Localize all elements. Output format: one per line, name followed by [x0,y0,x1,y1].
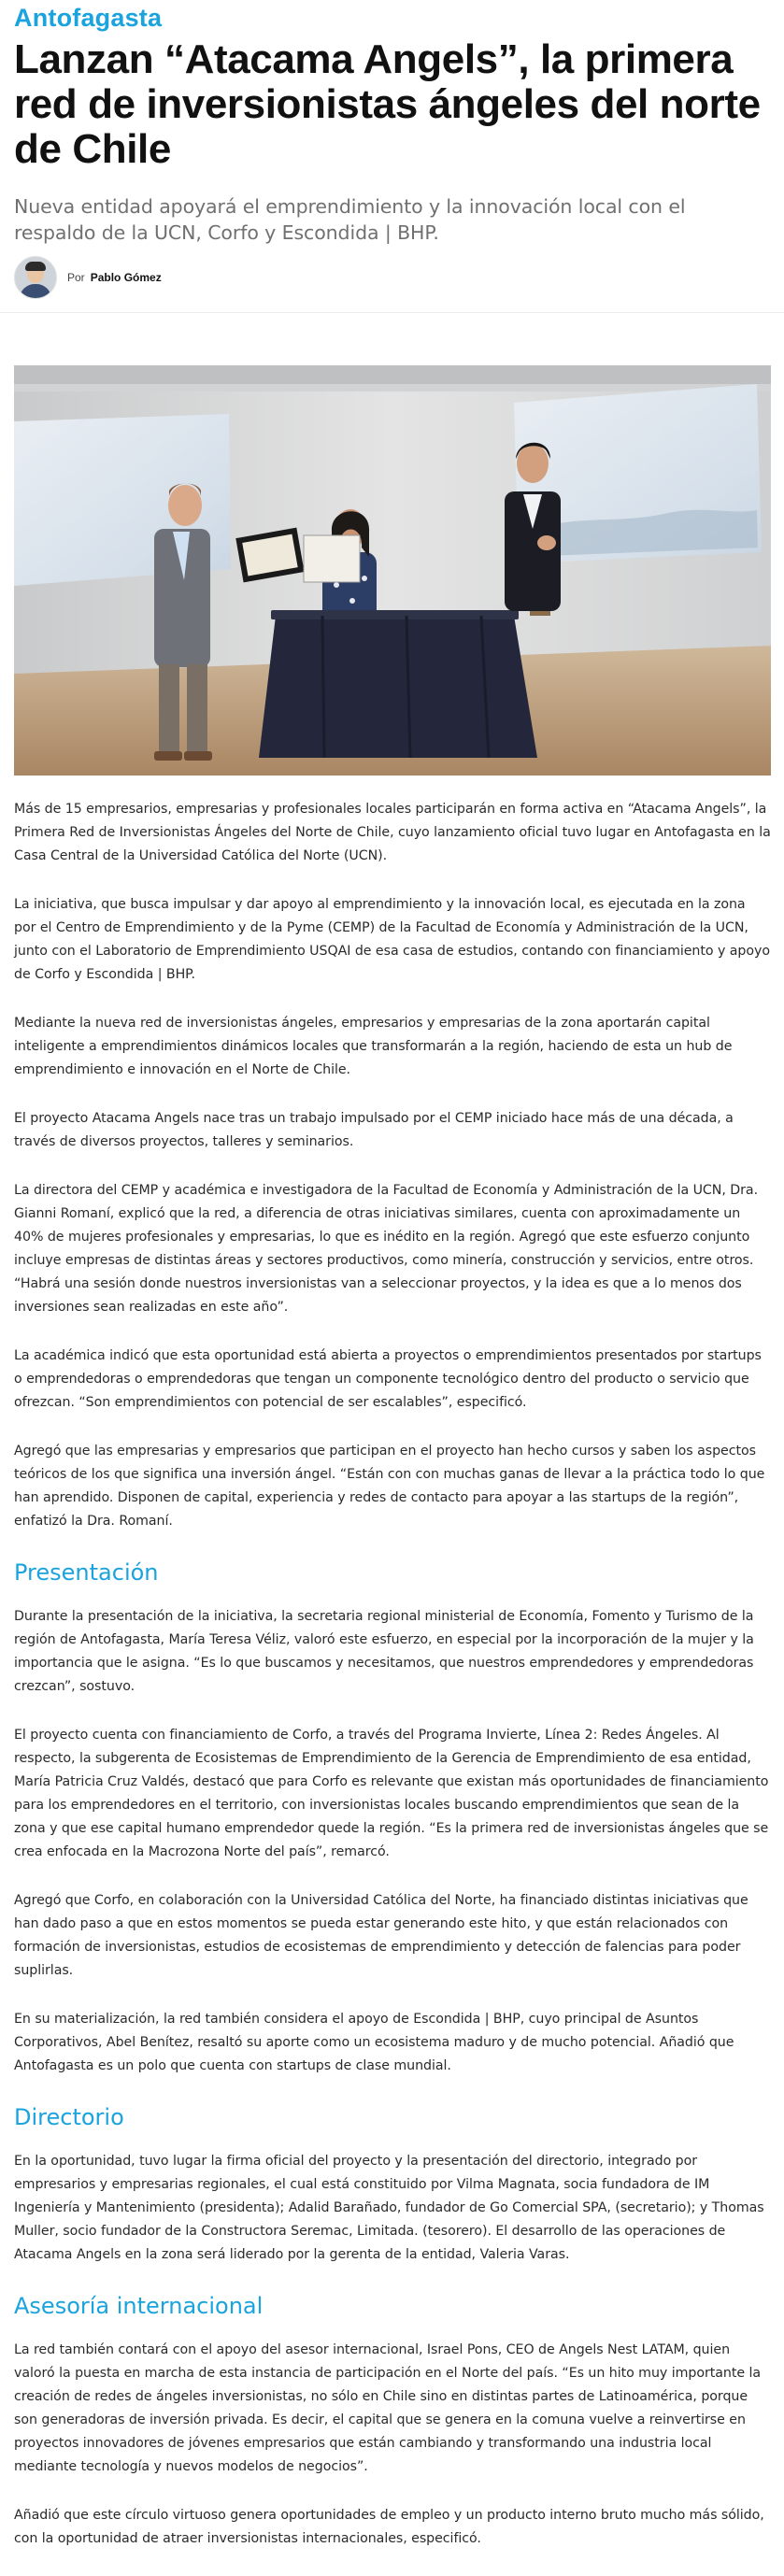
article-paragraph: La académica indicó que esta oportunidad está abierta a proyectos o emprendimientos presentados por startups o emprendedoras o emprendedoras que tengan un componente tecnológico dentro del producto o servicio que ofrezcan. “Son emprendimientos con potencial de ser escalables”, especificó. [14,1348,762,1410]
article-paragraph: El proyecto Atacama Angels nace tras un trabajo impulsado por el CEMP iniciado hace más de una década, a través de diversos proyectos, talleres y seminarios. [14,1111,734,1149]
article-main-photo [14,365,771,776]
author-avatar[interactable] [14,256,57,299]
article-body [14,798,771,2576]
article-paragraph: Durante la presentación de la iniciativa, la secretaria regional ministerial de Economía, Fomento y Turismo de la región de Antofagasta, María Teresa Véliz, valoró este esfuerzo, en especial por la incorporación de la mujer y la importancia que le asigna. “Es lo que buscamos y necesitamos, que nuestros emprendedores y emprendedoras crezcan”, sostuvo. [14,1609,754,1694]
byline [14,256,162,299]
article-subtitle: Nueva entidad apoyará el emprendimiento y la innovación local con el respaldo de la UCN, Corfo y Escondida | BHP. [14,195,686,244]
article-paragraph: En la oportunidad, tuvo lugar la firma oficial del proyecto y la presentación del directorio, integrado por empresarios y empresarias regionales, el cual está constituido por Vilma Magnata, socia fundadora de IM Ingeniería y Mantenimiento (presidenta); Adalid Barañado, fundador de Go Comercial SPA, (secretario); y Thomas Muller, socio fundador de la Constructora Seremac, Limitada. (tesorero). El desarrollo de las operaciones de Atacama Angels en la zona será liderado por la gerenta de la entidad, Valeria Varas. [14,2154,764,2262]
article-paragraph: Mediante la nueva red de inversionistas ángeles, empresarios y empresarias de la zona aportarán capital inteligente a emprendimientos dinámicos locales que transformarán a la región, haciendo de esta un hub de emprendimiento e innovación en el Norte de Chile. [14,1016,733,1077]
section-heading-asesoria: Asesoría internacional [14,2293,264,2319]
article-paragraph: Más de 15 empresarios, empresarias y profesionales locales participarán en forma activa en “Atacama Angels”, la Primera Red de Inversionistas Ángeles del Norte de Chile, cuyo lanzamiento oficial tuvo lugar en Antofagasta en la Casa Central de la Universidad Católica del Norte (UCN). [14,802,771,863]
article-paragraph: La red también contará con el apoyo del asesor internacional, Israel Pons, CEO de Angels Nest LATAM, quien valoró la puesta en marcha de esta instancia de participación en el Norte del país. “Es un hito muy importante la creación de redes de ángeles inversionistas, no sólo en Chile sino en distintas partes de Latinoamérica, porque son generadoras de inversión privada. Es decir, el capital que se genera en la comuna vuelve a reinvertirse en proyectos innovadores de jóvenes empresarios que están cambiando y transformando una industria local mediante tecnología y nuevos modelos de negocios”. [14,2342,762,2474]
section-heading-presentacion: Presentación [14,1559,159,1586]
article-paragraph: El proyecto cuenta con financiamiento de Corfo, a través del Programa Invierte, Línea 2: Redes Ángeles. Al respecto, la subgerenta de Ecosistemas de Emprendimiento de la Gerencia de Emprendimiento de esa entidad, María Patricia Cruz Valdés, destacó que para Corfo es relevante que existan más oportunidades de financiamiento para los emprendedores en el territorio, con inversionistas locales buscando emprendimientos que sean de la zona y que ese capital humano emprendedor quede la región. “Es la primera red de inversionistas ángeles que se crea enfocada en la Macrozona Norte del país”, remarcó. [14,1728,769,1859]
header-divider [0,312,784,313]
section-heading-directorio: Directorio [14,2104,124,2130]
article-paragraph: La directora del CEMP y académica e investigadora de la Facultad de Economía y Administración de la UCN, Dra. Gianni Romaní, explicó que la red, a diferencia de otras iniciativas similares, cuenta con aproximadamente un 40% de mujeres profesionales y empresarias, lo que es inédito en la región. Agregó que este esfuerzo conjunto incluye empresas de distintas áreas y sectores productivos, como minería, construcción y servicios, entre otros. “Habrá una sesión donde nuestros inversionistas van a seleccionar proyectos, y la idea es que a lo menos dos inversiones sean realizadas en este año”. [14,1183,759,1315]
article-paragraph: La iniciativa, que busca impulsar y dar apoyo al emprendimiento y la innovación local, es ejecutada en la zona por el Centro de Emprendimiento y de la Pyme (CEMP) de la Facultad de Economía y Administración de la UCN, junto con el Laboratorio de Emprendimiento USQAI de esa casa de estudios, contando con financiamiento y apoyo de Corfo y Escondida | BHP. [14,897,770,982]
article-paragraph: Añadió que este círculo virtuoso genera oportunidades de empleo y un producto interno bruto mucho más sólido, con la oportunidad de atraer inversionistas internacionales, especificó. [14,2508,764,2546]
article-paragraph: En su materialización, la red también considera el apoyo de Escondida | BHP, cuyo principal de Asuntos Corporativos, Abel Benítez, resaltó su aporte como un ecosistema maduro y de mucho potencial. Añadió que Antofagasta es un polo que cuenta con startups de clase mundial. [14,2012,734,2073]
section-kicker[interactable]: Antofagasta [14,4,163,32]
author-name-link[interactable]: Pablo Gómez [90,271,162,284]
article-headline: Lanzan “Atacama Angels”, la primera red de inversionistas ángeles del norte de Chile [14,36,761,172]
article-paragraph: Agregó que las empresarias y empresarios que participan en el proyecto han hecho cursos y saben los aspectos teóricos de los que significa una inversión ángel. “Están con con muchas ganas de llevar a la práctica todo lo que han aprendido. Disponen de capital, experiencia y redes de contacto para apoyar a las startups de la región”, enfatizó la Dra. Romaní. [14,1444,765,1529]
byline-prefix: Por [67,271,85,284]
article-paragraph: Agregó que Corfo, en colaboración con la Universidad Católica del Norte, ha financiado distintas iniciativas que han dado paso a que en estos momentos se pueda estar generando este hito, y que están relacionados con formación de inversionistas, estudios de ecosistemas de emprendimiento y detección de falencias para poder suplirlas. [14,1893,748,1978]
